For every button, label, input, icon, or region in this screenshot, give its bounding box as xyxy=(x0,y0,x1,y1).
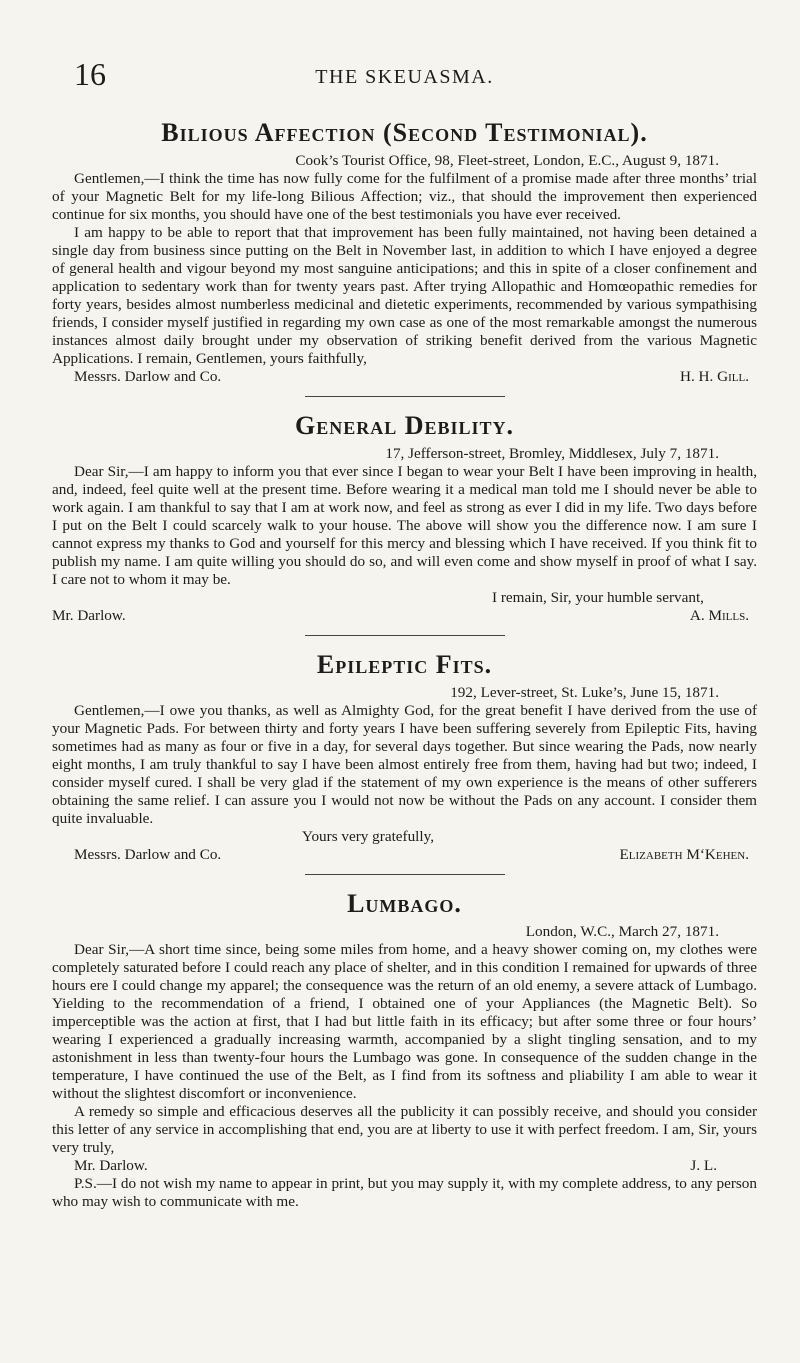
testimonial-lumbago xyxy=(52,889,757,1211)
section-heading: Epileptic Fits. xyxy=(316,650,493,679)
addressee: Mr. Darlow. xyxy=(52,607,126,624)
dateline: London, W.C., March 27, 1871. xyxy=(525,923,719,940)
addressee: Messrs. Darlow and Co. xyxy=(74,368,222,385)
page-number: 16 xyxy=(74,56,106,92)
section-heading: General Debility. xyxy=(294,411,515,440)
paragraph: I am happy to be able to report that that improvement has been fully maintained, not having been detained a single day from business since putting on the Belt in November last, in addition to which I have enjoyed a degree of general health and vigour beyond my most sanguine anticipations; and this in spite of a closer confinement and application to sedentary work than for twenty years past. After trying Allopathic and Homœopathic remedies for forty years, besides almost numberless medicinal and dietetic experiments, recommended by various sympathising friends, I consider myself justified in regarding my own case as one of the most remarkable amongst the numerous instances almost daily brought under my observation of striking benefit derived from the various Magnetic Applications. I remain, Gentlemen, yours faithfully, xyxy=(52,224,757,367)
signature-row xyxy=(52,368,757,386)
testimonial-bilious-affection xyxy=(52,118,757,386)
testimonial-epileptic-fits xyxy=(52,650,757,864)
signature: A. Mills. xyxy=(689,607,749,624)
dateline: Cook’s Tourist Office, 98, Fleet-street, London, E.C., August 9, 1871. xyxy=(295,152,719,169)
closing: I remain, Sir, your humble servant, xyxy=(492,589,704,606)
postscript-body xyxy=(52,1175,757,1211)
letter-body xyxy=(52,941,757,1157)
addressee: Messrs. Darlow and Co. xyxy=(74,846,222,863)
divider-rule xyxy=(305,396,505,397)
testimonial-general-debility xyxy=(52,411,757,625)
signature: Elizabeth M‘Kehen. xyxy=(619,846,749,863)
signature-row xyxy=(52,1157,757,1175)
letter-body xyxy=(52,463,757,589)
paragraph: Gentlemen,—I think the time has now fully come for the fulfilment of a promise made after three months’ trial of your Magnetic Belt for my life-long Bilious Affection; viz., that should the improvement then experienced continue for six months, you should have one of the best testimonials you have ever received. xyxy=(52,170,757,223)
letter-body xyxy=(52,170,757,368)
section-heading: Bilious Affection (Second Testimonial). xyxy=(161,118,648,147)
section-heading: Lumbago. xyxy=(347,889,462,918)
running-title: THE SKEUASMA. xyxy=(315,66,494,88)
page xyxy=(52,58,757,1211)
letter-body xyxy=(52,702,757,828)
signature-row xyxy=(52,607,757,625)
signature: H. H. Gill. xyxy=(680,368,749,385)
dateline: 17, Jefferson-street, Bromley, Middlesex, July 7, 1871. xyxy=(385,445,719,462)
closing: Yours very gratefully, xyxy=(302,828,435,845)
paragraph: Dear Sir,—I am happy to inform you that ever since I began to wear your Belt I have been improving in health, and, indeed, feel quite well at the present time. Before wearing it a medical man told me I should never be able to work again. I am thankful to say that I am at work now, and feel as strong as ever I did in my life. Two days before I put on the Belt I could scarcely walk to your house. The above will show you the difference now. I am sure I cannot express my thanks to God and yourself for this mercy and blessing which I have received. If you think fit to publish my name. I am quite willing you should do so, and will even come and show myself in proof of what I say. I care not to whom it may be. xyxy=(52,463,757,588)
paragraph: A remedy so simple and efficacious deserves all the publicity it can possibly receive, and should you consider this letter of any service in accomplishing that end, you are at liberty to use it with perfect freedom. I am, Sir, yours very truly, xyxy=(52,1103,757,1156)
postscript: P.S.—I do not wish my name to appear in print, but you may supply it, with my complete address, to any person who may wish to communicate with me. xyxy=(52,1175,757,1210)
paragraph: Gentlemen,—I owe you thanks, as well as Almighty God, for the great benefit I have derived from the use of your Magnetic Pads. For between thirty and forty years I have been suffering severely from Epileptic Fits, having sometimes had as many as four or five in a day, for several days together. But since wearing the Pads, now nearly eight months, I am truly thankful to say I have been almost entirely free from them, having had but two; indeed, I consider myself cured. I shall be very glad if the statement of my own experience is the means of other sufferers obtaining the same relief. I can assure you I would not now be without the Pads on any account. I consider them quite invaluable. xyxy=(52,702,757,827)
paragraph: Dear Sir,—A short time since, being some miles from home, and a heavy shower coming on, my clothes were completely saturated before I could reach any place of shelter, and in this condition I remained for upwards of three hours ere I could change my apparel; the consequence was the return of an old enemy, a severe attack of Lumbago. Yielding to the recommendation of a friend, I obtained one of your Appliances (the Magnetic Belt). So imperceptible was the action at first, that I had but little faith in its efficacy; but after some three or four hours’ wearing I experienced a gradually increasing warmth, accompanied by a slight tingling sensation, and to my astonishment in less than twenty-four hours the Lumbago was gone. In consequence of the sudden change in the temperature, I have continued the use of the Belt, as I find from its softness and pliability I am able to wear it without the slightest discomfort or inconvenience. xyxy=(52,941,757,1102)
addressee: Mr. Darlow. xyxy=(74,1157,148,1174)
divider-rule xyxy=(305,635,505,636)
signature-row xyxy=(52,846,757,864)
dateline: 192, Lever-street, St. Luke’s, June 15, 1871. xyxy=(450,684,719,701)
signature: J. L. xyxy=(690,1157,717,1174)
page-header xyxy=(52,58,757,104)
divider-rule xyxy=(305,874,505,875)
